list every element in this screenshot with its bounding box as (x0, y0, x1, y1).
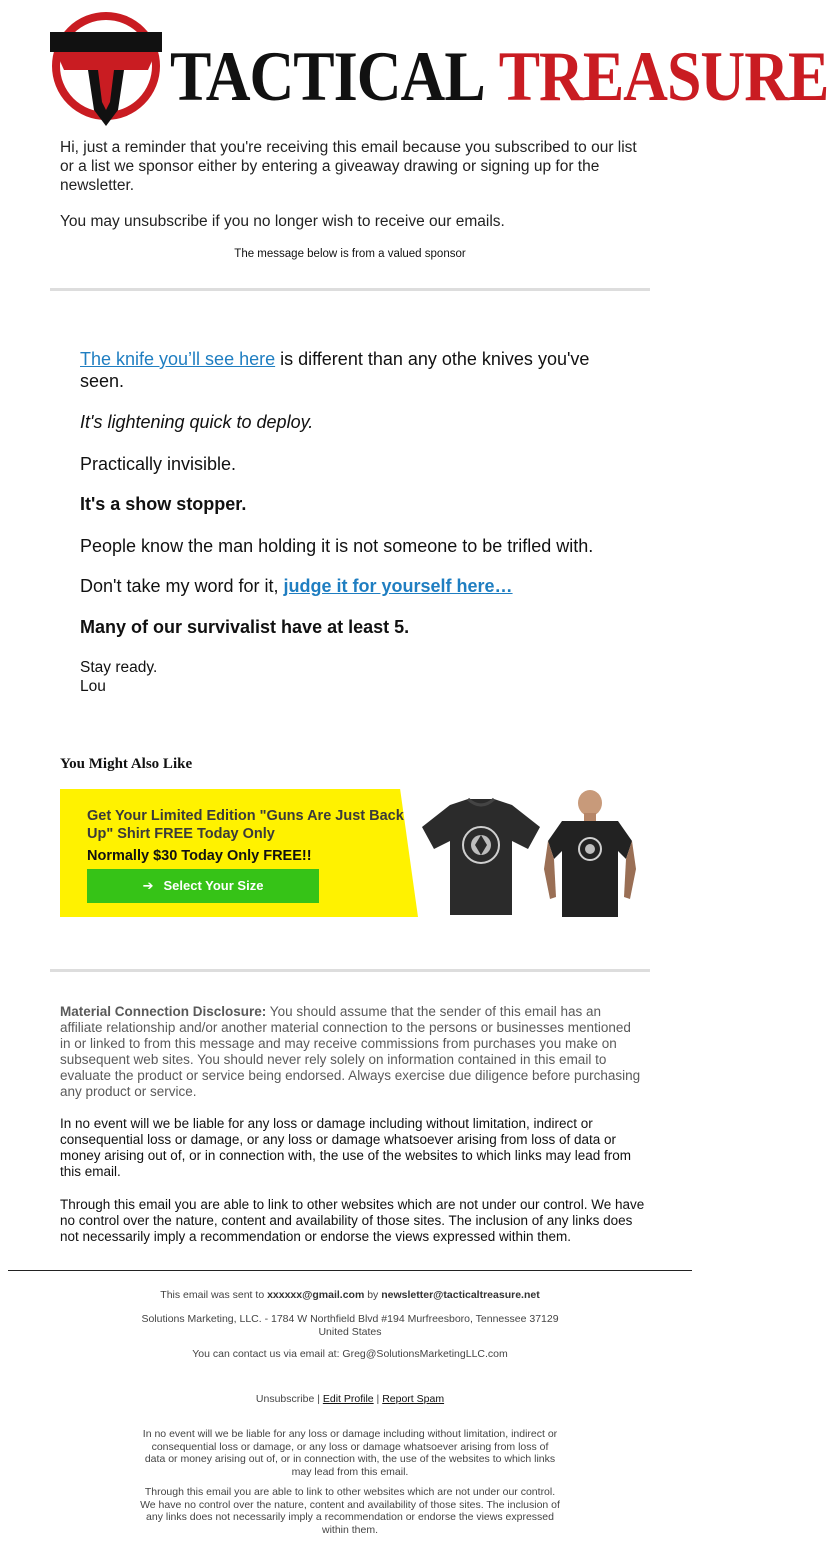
message-line-1-text: is different than any othe knives you've seen. (80, 349, 590, 391)
report-spam-link[interactable]: Report Spam (382, 1393, 445, 1405)
signoff (80, 658, 157, 696)
divider-middle (50, 969, 650, 972)
select-size-label: Select Your Size (163, 878, 264, 893)
judge-it-link[interactable]: judge it for yourself here… (283, 576, 513, 596)
company-address: Solutions Marketing, LLC. - 1784 W Northfield Blvd #194 Murfreesboro, Tennessee 37129 United States (141, 1313, 559, 1338)
message-line-1 (80, 348, 625, 392)
message-line-6-text: Don't take my word for it, (80, 576, 284, 596)
logo-word-treasure: TREASURE (498, 37, 828, 117)
message-line-6 (80, 575, 625, 597)
model-wearing-shirt-image (540, 789, 640, 917)
also-like-heading: You Might Also Like (60, 756, 193, 772)
select-size-button[interactable] (87, 869, 319, 903)
footer-liability: In no event will we be liable for any loss or damage including without limitation, indirect or consequential loss or damage, or any loss or damage whatsoever arising from loss of data or money arising out of, or in connection with, the use of the websites to which links may lead from this email. (142, 1428, 558, 1478)
brand-logo[interactable] (50, 10, 828, 130)
divider-top (50, 288, 650, 291)
signoff-line-1: Stay ready. (80, 659, 158, 676)
message-line-5: People know the man holding it is not someone to be trifled with. (80, 536, 594, 556)
edit-profile-link[interactable]: Edit Profile (322, 1393, 374, 1405)
divider-footer (8, 1270, 692, 1271)
footer-links: Unsubscribe | Edit Profile | Report Spam (255, 1393, 445, 1405)
banner-offer: Normally $30 Today Only FREE!! (87, 848, 312, 864)
recipient-email: xxxxxx@gmail.com (267, 1289, 365, 1301)
sender-email: newsletter@tacticaltreasure.net (381, 1289, 540, 1301)
logo-word-tactical: TACTICAL (170, 37, 485, 117)
message-line-7: Many of our survivalist have at least 5. (80, 617, 410, 637)
disclosure-text: You should assume that the sender of this email has an affiliate relationship and/or another material connection to the persons or businesses mentioned in or linked to from this message and may receive commissions from purchases you make on subsequent web sites. You should never rely solely on information contained in this email to evaluate the product or service being endorsed. Always exercise due diligence before purchasing any product or service. (60, 1004, 641, 1099)
tshirt-image (420, 797, 542, 917)
logo-t-emblem-icon (50, 10, 162, 128)
sent-to-line: This email was sent to xxxxxx@gmail.com by newsletter@tacticaltreasure.net (160, 1289, 540, 1301)
signoff-name: Lou (80, 678, 106, 695)
unsubscribe-link[interactable]: Unsubscribe (255, 1393, 315, 1405)
message-line-2: It's lightening quick to deploy. (80, 412, 314, 432)
unsubscribe-note: You may unsubscribe if you no longer wish to receive our emails. (60, 213, 505, 230)
message-line-3: Practically invisible. (80, 454, 237, 474)
contact-line: You can contact us via email at: Greg@SolutionsMarketingLLC.com (192, 1348, 508, 1360)
arrow-right-icon: ➔ (142, 878, 154, 893)
logo-wordmark (170, 25, 828, 129)
material-disclosure (60, 1004, 645, 1100)
shirt-offer-banner[interactable] (60, 789, 640, 917)
subscription-reminder: Hi, just a reminder that you're receiving this email because you subscribed to our list or a list we sponsor either by entering a giveaway drawing or signing up for the newsletter. (60, 139, 637, 194)
footer-links-disclaimer: Through this email you are able to link to other websites which are not under our control. We have no control over the nature, content and availability of those sites. The inclusion of any links does not necessarily imply a recommendation or endorse the views expressed within them. (140, 1486, 560, 1536)
sponsor-note: The message below is from a valued sponsor (234, 248, 466, 260)
liability-disclaimer: In no event will we be liable for any loss or damage including without limitation, indirect or consequential loss or damage, or any loss or damage whatsoever arising from loss of data or money arising out of, or in connection with, the use of the websites to which links may lead from this email. (60, 1116, 632, 1179)
external-links-disclaimer: Through this email you are able to link to other websites which are not under our control. We have no control over the nature, content and availability of those sites. The inclusion of any links does not necessarily imply a recommendation or endorse the views expressed within them. (60, 1197, 645, 1244)
message-line-4: It's a show stopper. (80, 494, 247, 514)
knife-link[interactable]: The knife you’ll see here (80, 349, 276, 369)
banner-headline: Get Your Limited Edition "Guns Are Just Back Up" Shirt FREE Today Only (87, 808, 404, 842)
disclosure-label: Material Connection Disclosure: (60, 1004, 267, 1019)
